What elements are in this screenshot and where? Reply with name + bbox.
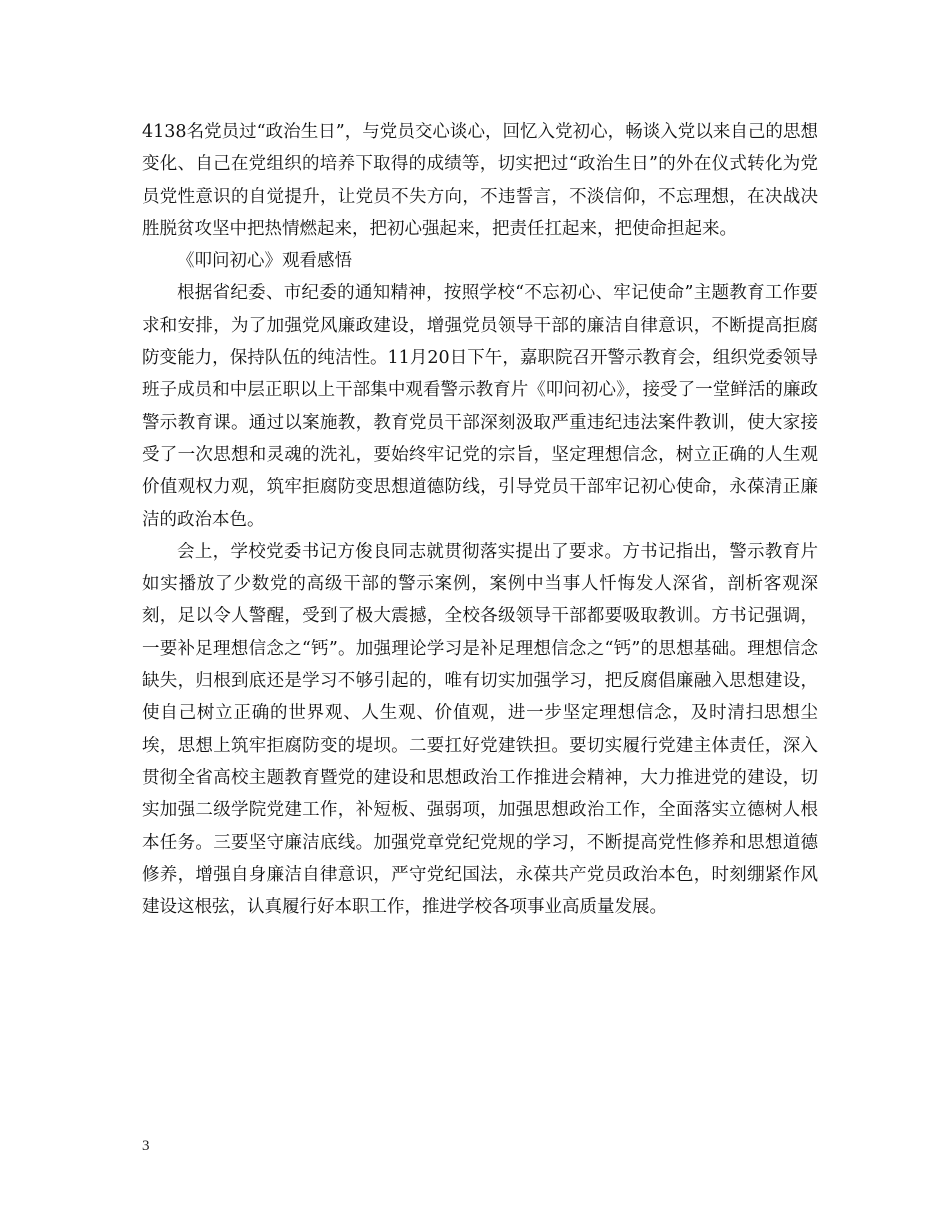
paragraph-background: 根据省纪委、市纪委的通知精神，按照学校“不忘初心、牢记使命”主题教育工作要求和安排，为了加强党风廉政建设，增强党员领导干部的廉洁自律意识，不断提高拒腐防变能力，保持队伍的纯洁性。11月20日下午，嘉职院召开警示教育会，组织党委领导班子成员和中层正职以上干部集中观看警示教育片《叩问初心》，接受了一堂鲜活的廉政警示教育课。通过以案施教，教育党员干部深刻汲取严重违纪违法案件教训，使大家接受了一次思想和灵魂的洗礼，要始终牢记党的宗旨，坚定理想信念，树立正确的人生观价值观权力观，筑牢拒腐防变思想道德防线，引导党员干部牢记初心使命，永葆清正廉洁的政治本色。	[142, 283, 818, 530]
paragraph-continuation: 4138名党员过“政治生日”，与党员交心谈心，回忆入党初心，畅谈入党以来自己的思想变化、自己在党组织的培养下取得的成绩等，切实把过“政治生日”的外在仪式转化为党员党性意识的自觉提升，让党员不失方向，不违誓言，不淡信仰，不忘理想，在决战决胜脱贫攻坚中把热情燃起来，把初心强起来，把责任扛起来，把使命担起来。	[142, 122, 818, 239]
page-number: 3	[142, 1138, 150, 1154]
section-heading: 《叩问初心》观看感悟	[177, 251, 352, 272]
paragraph-meeting-remarks: 会上，学校党委书记方俊良同志就贯彻落实提出了要求。方书记指出，警示教育片如实播放了少数党的高级干部的警示案例，案例中当事人忏悔发人深省，剖析客观深刻，足以令人警醒，受到了极大震撼，全校各级领导干部都要吸取教训。方书记强调，一要补足理想信念之“钙”。加强理论学习是补足理想信念之“钙”的思想基础。理想信念缺失，归根到底还是学习不够引起的，唯有切实加强学习，把反腐倡廉融入思想建设，使自己树立正确的世界观、人生观、价值观，进一步坚定理想信念，及时清扫思想尘埃，思想上筑牢拒腐防变的堤坝。二要扛好党建铁担。要切实履行党建主体责任，深入贯彻全省高校主题教育暨党的建设和思想政治工作推进会精神，大力推进党的建设，切实加强二级学院党建工作，补短板、强弱项，加强思想政治工作，全面落实立德树人根本任务。三要坚守廉洁底线。加强党章党纪党规的学习，不断提高党性修养和思想道德修养，增强自身廉洁自律意识，严守党纪国法，永葆共产党员政治本色，时刻绷紧作风建设这根弦，认真履行好本职工作，推进学校各项事业高质量发展。	[142, 541, 818, 918]
document-body	[142, 116, 818, 923]
